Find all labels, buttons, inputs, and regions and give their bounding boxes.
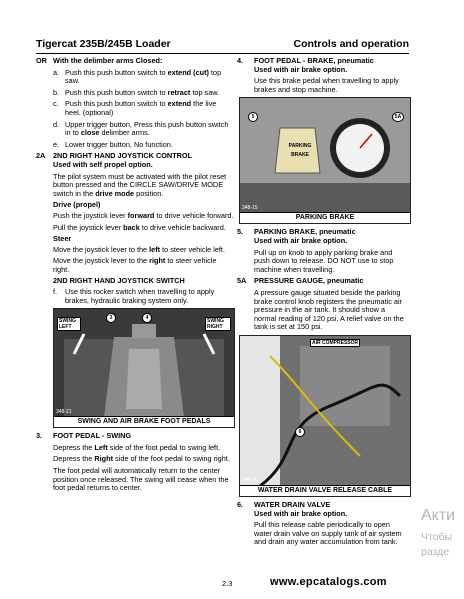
photo-caption: PARKING BRAKE xyxy=(240,212,410,223)
list-item: f. Use this rocker switch when travelling to apply brakes, hydraulic braking system only. xyxy=(53,287,215,305)
knob-label: PARKING BRAKE xyxy=(288,143,312,158)
watermark: www.epcatalogs.com xyxy=(270,576,387,588)
drain-valve-photo xyxy=(239,335,411,497)
paragraph: Move the joystick lever to the left to steer vehicle left. xyxy=(53,244,225,254)
photo-code: 348-16 xyxy=(242,477,258,484)
paragraph: Pull up on knob to apply parking brake and push down to release. DO NOT use to stop machine when travelling. xyxy=(254,247,394,274)
callout-3: 3 xyxy=(106,313,116,323)
callout-6: 6 xyxy=(295,427,305,437)
callout-5a: 5A xyxy=(392,112,404,122)
right-column xyxy=(237,57,409,550)
paragraph: The foot pedal will automatically return to the center position once released. The swing will cease when the foot pedal returns to center. xyxy=(53,466,229,493)
list-item: e. Lower trigger button, No function. xyxy=(53,139,173,149)
swing-left-label: SWING LEFT xyxy=(57,317,81,331)
list-item: b. Push this push button switch to retract top saw. xyxy=(53,87,220,97)
callout-4: 4 xyxy=(142,313,152,323)
air-compressor-label: AIR COMPRESSOR xyxy=(312,339,359,346)
doc-title: Tigercat 235B/245B Loader xyxy=(36,38,171,50)
list-item: c. Push this push button switch to extend the live heel. (optional) xyxy=(53,99,217,117)
steer-heading: Steer xyxy=(53,234,72,244)
activation-overlay-title: Акти xyxy=(421,507,456,524)
list-item: a. Push this push button switch to extend (cut) top saw. xyxy=(53,67,222,86)
page-header xyxy=(36,38,409,52)
paragraph: The pilot system must be activated with the pilot reset button pressed and the CIRCLE SAW/DRIVE MODE switch in the drive mode position. xyxy=(53,171,227,198)
swing-right-label: SWING RIGHT xyxy=(205,317,231,331)
switch-heading: 2ND RIGHT HAND JOYSTICK SWITCH xyxy=(53,276,185,286)
section-4-heading: 4. FOOT PEDAL - BRAKE, pneumatic Used with air brake option. xyxy=(237,56,374,74)
page-number: 2.3 xyxy=(222,579,233,588)
paragraph: Use this brake pedal when travelling to apply brakes and stop machine. xyxy=(254,76,399,94)
section-3-heading: 3. FOOT PEDAL - SWING xyxy=(36,431,132,441)
left-column xyxy=(36,57,234,496)
parking-brake-photo xyxy=(239,97,411,224)
paragraph: A pressure gauge situated beside the parking brake control knob registers the pneumatic air pressure in the air tank. It should show a normal reading of 120 psi. A relief valve on the tank is set at 150 psi. xyxy=(254,287,404,332)
or-heading: OR With the delimber arms Closed: xyxy=(36,56,163,65)
section-5-heading: 5. PARKING BRAKE, pneumatic Used with air brake option. xyxy=(237,227,356,245)
list-item: d. Upper trigger button, Press this push button switch in to close delimber arms. xyxy=(53,119,229,138)
paragraph: Push the joystick lever forward to drive vehicle forward. xyxy=(53,210,234,220)
section-title: Controls and operation xyxy=(293,38,409,50)
photo-code: 348-15 xyxy=(242,204,258,211)
swing-pedal-photo xyxy=(53,308,235,428)
photo-caption: SWING AND AIR BRAKE FOOT PEDALS xyxy=(54,416,234,427)
section-5a-heading: 5A PRESSURE GAUGE, pneumatic xyxy=(237,276,364,286)
paragraph: Depress the Left side of the foot pedal to swing left. xyxy=(53,442,221,452)
activation-overlay-text: Чтобы разде xyxy=(421,531,453,558)
photo-code: 348-21 xyxy=(56,408,72,415)
paragraph: Move the joystick lever to the right to steer vehicle right. xyxy=(53,256,217,274)
compressor-illustration xyxy=(240,336,410,496)
paragraph: Pull this release cable periodically to open water drain valve on supply tank of air system and drain any water accumulation from tank. xyxy=(254,520,402,547)
header-rule xyxy=(36,53,409,54)
callout-5: 5 xyxy=(248,112,258,122)
drive-heading: Drive (propel) xyxy=(53,200,101,210)
photo-caption: WATER DRAIN VALVE RELEASE CABLE xyxy=(240,485,410,496)
paragraph: Depress the Right side of the foot pedal to swing right. xyxy=(53,454,230,464)
paragraph: Pull the joystick lever back to drive vehicle backward. xyxy=(53,222,226,232)
section-6-heading: 6. WATER DRAIN VALVE Used with air brake option. xyxy=(237,499,348,518)
brake-illustration xyxy=(240,98,410,223)
section-2a-heading: 2A 2ND RIGHT HAND JOYSTICK CONTROL Used with self propel option. xyxy=(36,151,193,169)
